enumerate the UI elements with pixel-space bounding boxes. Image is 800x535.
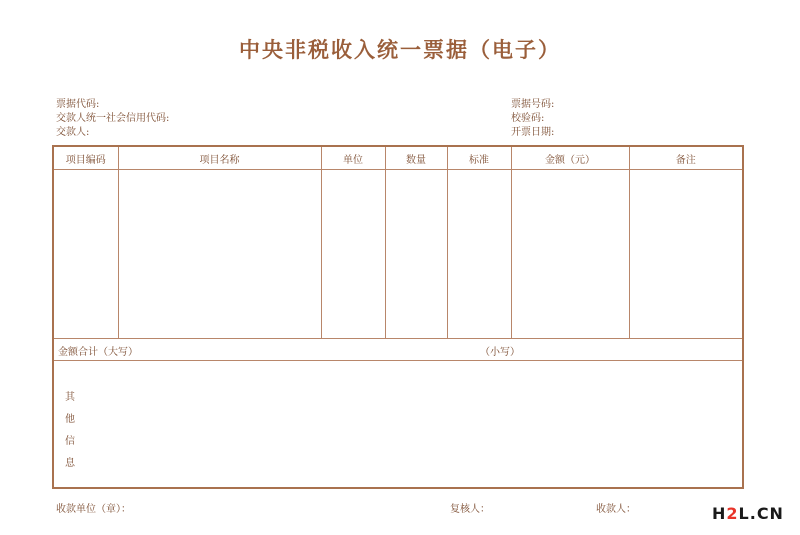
cell-remarks: [629, 170, 742, 339]
cell-standard: [447, 170, 511, 339]
site-watermark-logo: [712, 504, 784, 523]
payer-credit-code-label: 交款人统一社会信用代码:: [56, 113, 170, 124]
logo-part: 2: [726, 504, 739, 523]
col-amount: 金额（元）: [511, 147, 629, 170]
total-row: [54, 339, 742, 361]
meta-left: [56, 98, 169, 140]
col-item-code: 项目编码: [54, 147, 118, 170]
logo-part: .CN: [749, 504, 784, 523]
bill-code-label: 票据代码:: [56, 99, 100, 110]
other-info-char: 信: [65, 436, 75, 447]
other-info-label: [63, 387, 77, 475]
reviewer-label: 复核人：: [450, 504, 490, 515]
total-in-figures-label: （小写）: [480, 347, 520, 358]
cell-unit: [321, 170, 385, 339]
meta-right: [511, 98, 554, 140]
items-table: [54, 147, 742, 339]
other-info-char: 他: [65, 414, 75, 425]
cell-amount: [511, 170, 629, 339]
cell-quantity: [385, 170, 447, 339]
logo-part: L: [738, 504, 750, 523]
logo-part: H: [712, 504, 727, 523]
payer-label: 交款人:: [56, 127, 90, 138]
payee-unit-label: 收款单位（章）：: [56, 504, 131, 515]
col-item-name: 项目名称: [118, 147, 321, 170]
other-info-char: 息: [65, 458, 75, 469]
collector-label: 收款人：: [596, 504, 636, 515]
bill-number-label: 票据号码:: [511, 99, 555, 110]
issue-date-label: 开票日期:: [511, 127, 555, 138]
document-title: 中央非税收入统一票据（电子）: [239, 37, 561, 62]
col-remarks: 备注: [629, 147, 742, 170]
col-unit: 单位: [321, 147, 385, 170]
check-code-label: 校验码:: [511, 113, 545, 124]
col-quantity: 数量: [385, 147, 447, 170]
cell-item-code: [54, 170, 118, 339]
table-header-row: [54, 147, 742, 170]
cell-item-name: [118, 170, 321, 339]
total-in-words-label: 金额合计（大写）: [58, 347, 138, 358]
col-standard: 标准: [447, 147, 511, 170]
table-row: [54, 170, 742, 339]
other-info-char: 其: [65, 392, 75, 403]
bill-frame: [52, 145, 744, 489]
